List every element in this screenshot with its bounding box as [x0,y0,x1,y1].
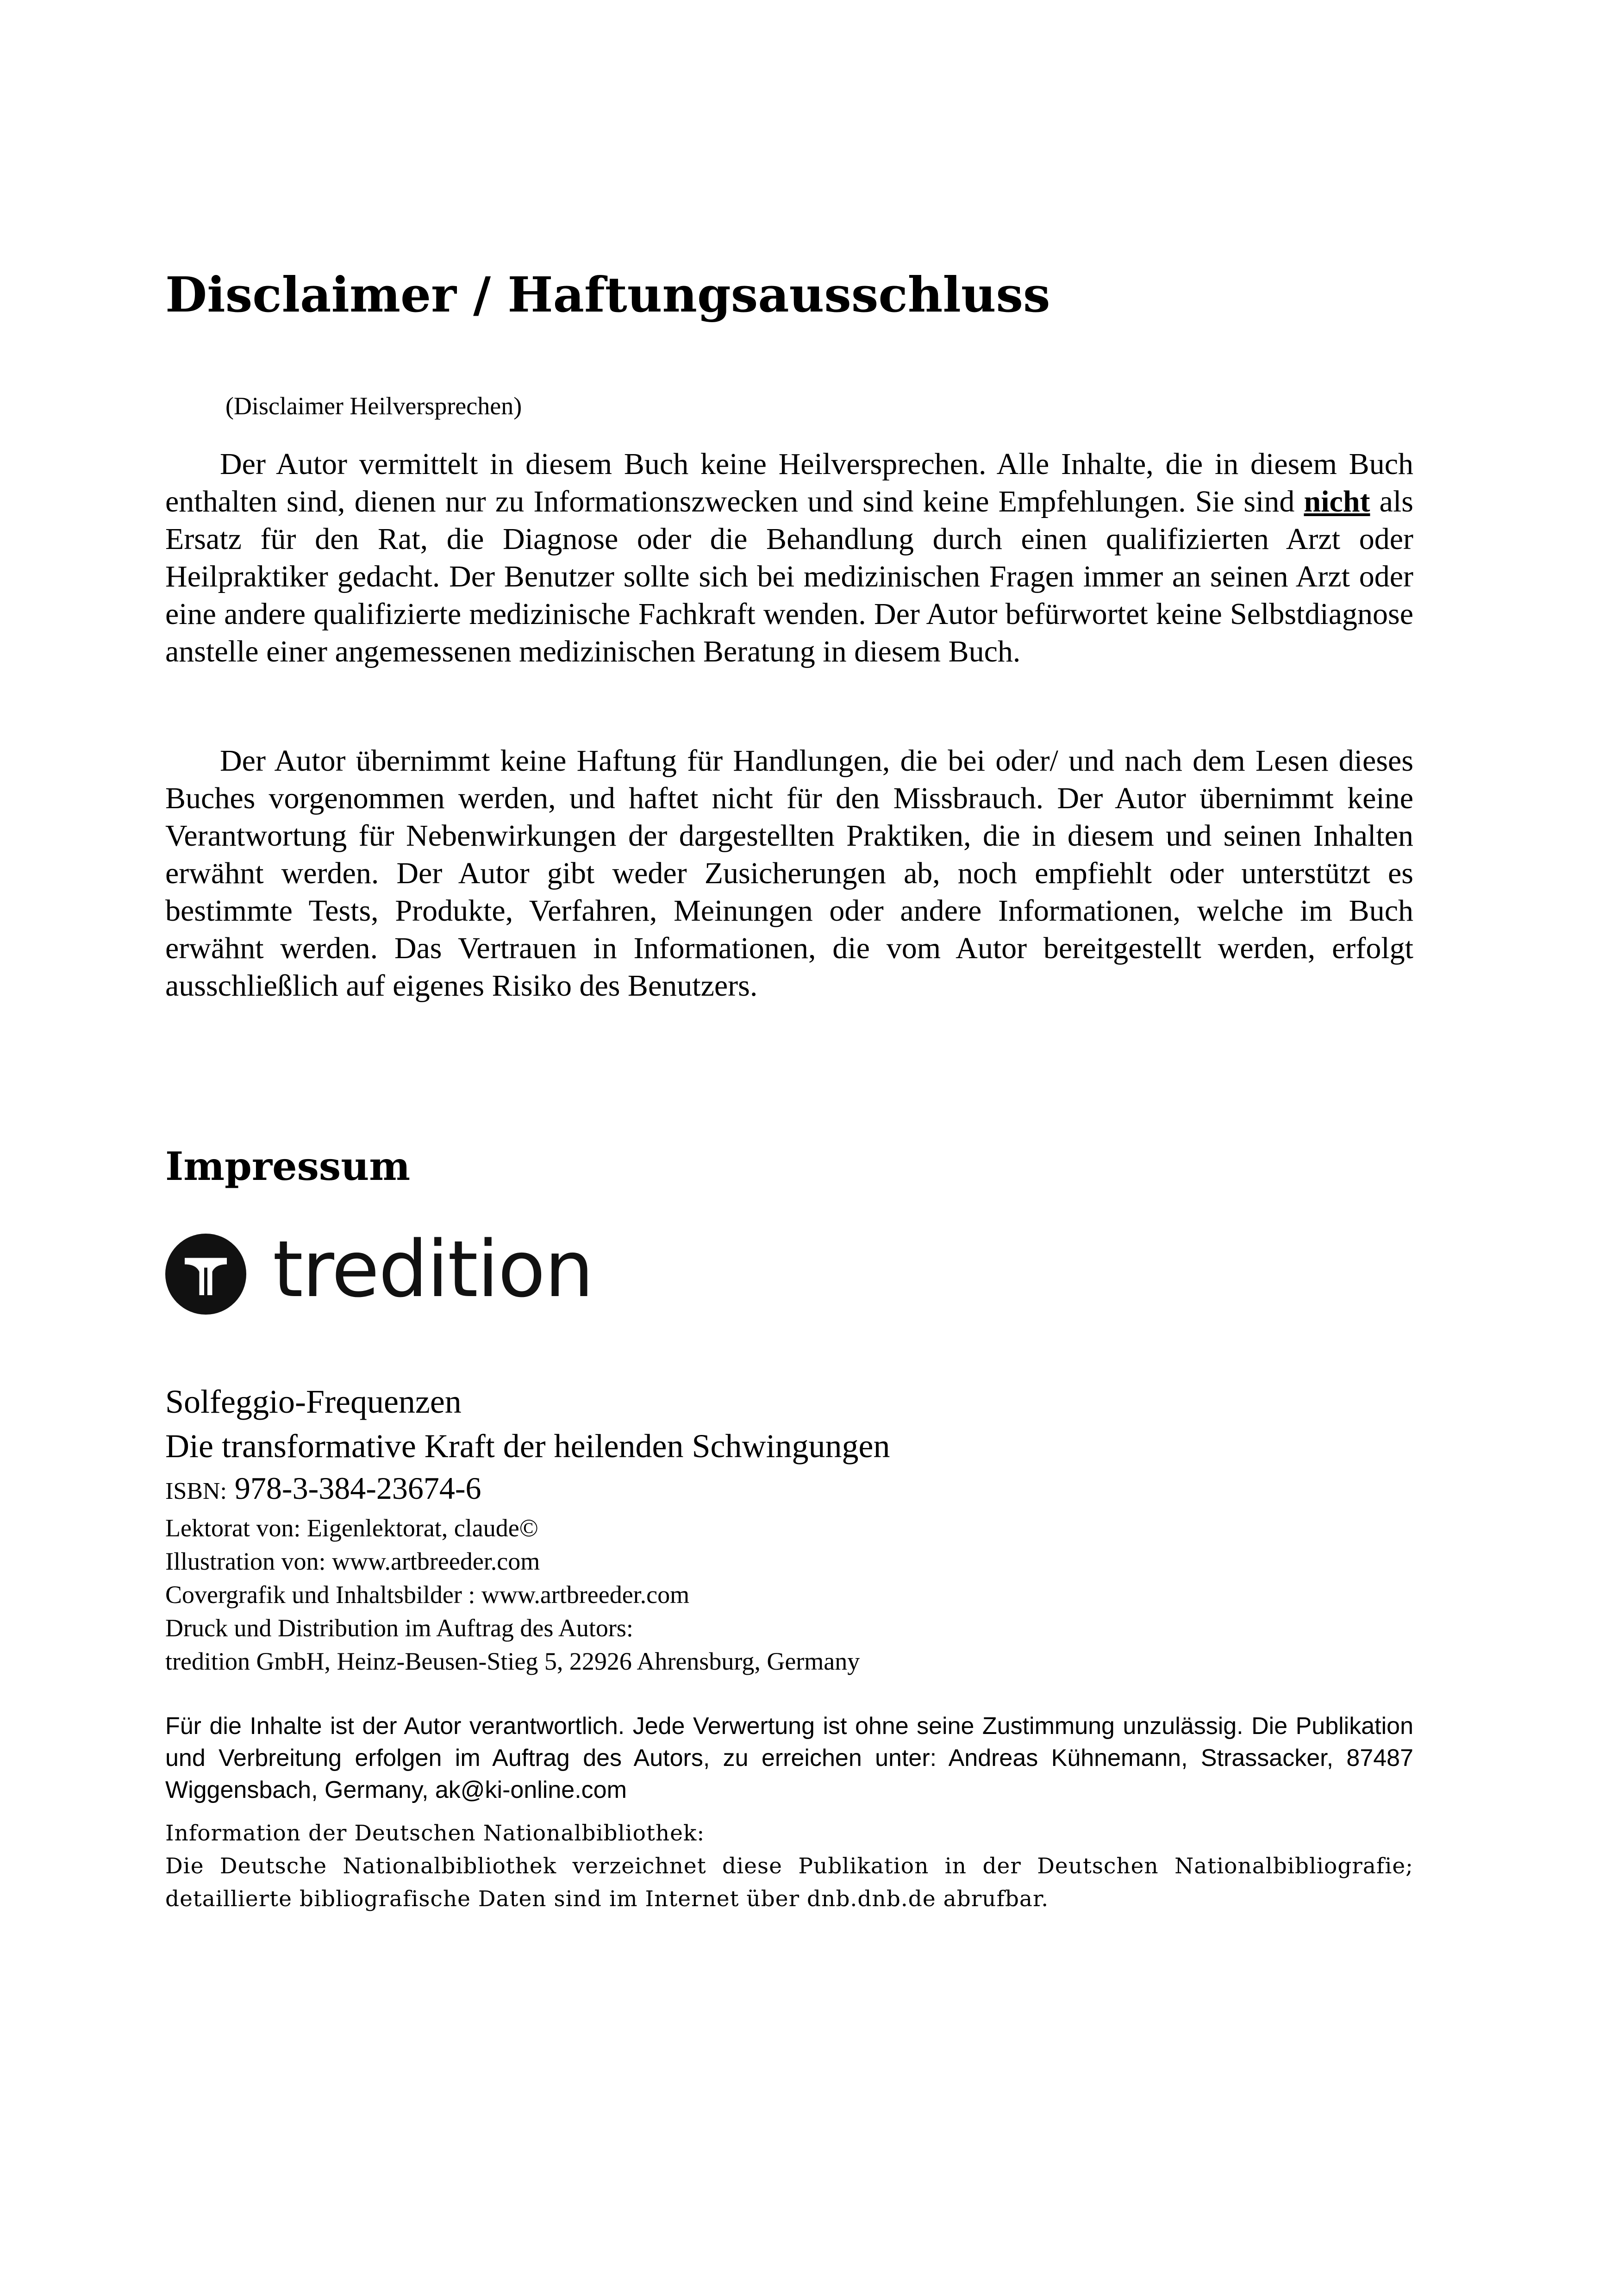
emphasis-nicht: nicht [1304,485,1370,518]
disclaimer-heading: Disclaimer / Haftungsausschluss [165,266,1050,323]
dnb-information [165,1817,1413,1915]
credit-line: Illustration von: www.artbreeder.com [165,1547,540,1575]
credit-line: Druck und Distribution im Auftrag des Autors: [165,1614,633,1642]
book-subtitle: Die transformative Kraft der heilenden Schwingungen [165,1428,890,1465]
disclaimer-paragraph-1 [165,445,1413,670]
tredition-wordmark: tredition [273,1224,593,1315]
isbn-label: ISBN: [165,1478,227,1504]
book-title-block [165,1379,890,1468]
credit-line: Lektorat von: Eigenlektorat, claude© [165,1514,538,1542]
responsibility-notice: Für die Inhalte ist der Autor verantwortlich. Jede Verwertung ist ohne seine Zustimmung unzulässig. Die Publikation und Verbreitung erfolgen im Auftrag des Autors, zu erreichen unter: Andreas Kühnemann, Strassacker, 87487 Wiggensbach, Germany, ak@ki-online.com [165,1713,1413,1803]
dnb-heading: Information der Deutschen Nationalbibliothek: [165,1821,705,1846]
publisher-logo [165,1224,593,1315]
tredition-logo-icon [165,1234,246,1315]
disclaimer-paragraph-2: Der Autor übernimmt keine Haftung für Handlungen, die bei oder/ und nach dem Lesen dieses Buches vorgenommen werden, und haftet nicht für den Missbrauch. Der Autor übernimmt keine Verantwortung für Nebenwirkungen der dargestellten Praktiken, die in diesem und seinen Inhalten erwähnt werden. Der Autor gibt weder Zusicherungen ab, noch empfiehlt oder unterstützt es bestimmte Tests, Produkte, Verfahren, Meinungen oder andere Informationen, welche im Buch erwähnt werden. Das Vertrauen in Informationen, die vom Autor bereitgestellt werden, erfolgt ausschließlich auf eigenes Risiko des Benutzers. [165,744,1413,1003]
isbn-value: 978-3-384-23674-6 [234,1471,481,1506]
disclaimer-paragraph-1-end: als Ersatz für den Rat, die Diagnose oder die Behandlung durch einen qualifizierten Arzt oder Heilpraktiker gedacht. Der Benutzer sollte sich bei medizinischen Fragen immer an seinen Arzt oder eine andere qualifizierte medizinische Fachkraft wenden. Der Autor befürwortet keine Selbstdiagnose anstelle einer angemessenen medizinischen Beratung in diesem Buch. [165,485,1413,668]
credit-line: Covergrafik und Inhaltsbilder : www.artbreeder.com [165,1581,690,1609]
impressum-heading: Impressum [165,1143,411,1189]
isbn-line [165,1470,481,1508]
credit-line: tredition GmbH, Heinz-Beusen-Stieg 5, 22926 Ahrensburg, Germany [165,1647,860,1675]
disclaimer-paragraph-1-start: Der Autor vermittelt in diesem Buch keine Heilversprechen. Alle Inhalte, die in diesem Buch enthalten sind, dienen nur zu Informationszwecken und sind keine Empfehlungen. Sie sind [165,447,1413,518]
credits-list [165,1511,860,1678]
dnb-text: Die Deutsche Nationalbibliothek verzeichnet diese Publikation in der Deutschen Nationalbibliografie; detaillierte bibliografische Daten sind im Internet über dnb.dnb.de abrufbar. [165,1853,1413,1912]
disclaimer-subnote: (Disclaimer Heilversprechen) [225,392,522,420]
book-title: Solfeggio-Frequenzen [165,1383,462,1420]
